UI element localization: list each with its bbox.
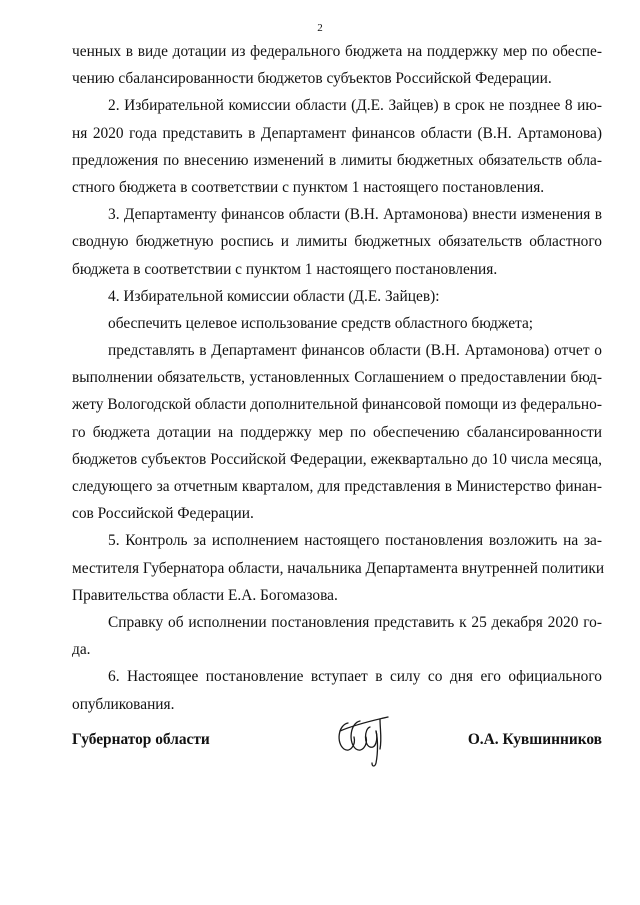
page-number: 2 xyxy=(317,22,323,34)
text-line: 2. Избирательной комиссии области (Д.Е. Зайцев) в срок не позднее 8 ию- xyxy=(108,97,602,115)
text-line: Правительства области Е.А. Богомазова. xyxy=(72,586,338,604)
text-line: ня 2020 года представить в Департамент финансов области (В.Н. Артамонова) xyxy=(72,124,602,142)
text-line: предложения по внесению изменений в лимиты бюджетных обязательств обла- xyxy=(72,151,602,169)
text-line: бюджетов субъектов Российской Федерации, ежеквартально до 10 числа месяца, xyxy=(72,450,602,468)
text-line: 4. Избирательной комиссии области (Д.Е. Зайцев): xyxy=(108,287,440,305)
signatory-name: О.А. Кувшинников xyxy=(467,731,602,748)
document-body xyxy=(72,38,605,718)
text-line: бюджета в соответствии с пунктом 1 настоящего постановления. xyxy=(72,260,498,278)
text-line: следующего за отчетным кварталом, для представления в Министерство финан- xyxy=(72,478,602,495)
signatory-position: Губернатор области xyxy=(72,731,210,748)
text-line: го бюджета дотации на поддержку мер по обеспечению сбалансированности xyxy=(72,423,602,441)
text-line: местителя Губернатора области, начальника Департамента внутренней политики xyxy=(72,559,605,577)
text-line: да. xyxy=(72,641,91,659)
text-line: чению сбалансированности бюджетов субъектов Российской Федерации. xyxy=(72,70,552,88)
signature-block xyxy=(72,709,602,769)
text-line: 6. Настоящее постановление вступает в силу со дня его официального xyxy=(108,668,602,686)
text-line: 3. Департаменту финансов области (В.Н. Артамонова) внести изменения в xyxy=(108,206,602,224)
text-line: стного бюджета в соответствии с пунктом 1 настоящего постановления. xyxy=(72,178,545,196)
text-line: представлять в Департамент финансов области (В.Н. Артамонова) отчет о xyxy=(108,342,602,360)
text-line: сов Российской Федерации. xyxy=(72,505,254,523)
text-line: выполнении обязательств, установленных Соглашением о предоставлении бюд- xyxy=(72,369,602,387)
text-line: Справку об исполнении постановления представить к 25 декабря 2020 го- xyxy=(108,613,602,631)
text-line: жету Вологодской области дополнительной финансовой помощи из федерально- xyxy=(72,396,602,414)
handwritten-signature xyxy=(330,709,400,769)
text-line: 5. Контроль за исполнением настоящего постановления возложить на за- xyxy=(108,532,602,550)
text-line: обеспечить целевое использование средств областного бюджета; xyxy=(108,314,534,332)
text-line: сводную бюджетную роспись и лимиты бюджетных обязательств областного xyxy=(72,233,602,251)
text-line: опубликования. xyxy=(72,695,175,713)
text-line: ченных в виде дотации из федерального бюджета на поддержку мер по обеспе- xyxy=(72,43,602,60)
